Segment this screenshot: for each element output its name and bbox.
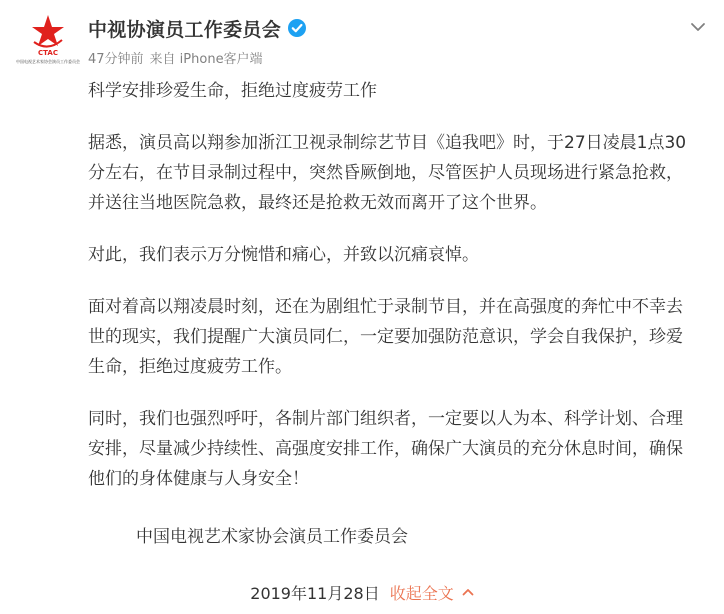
text-line: 对此，我们表示万分惋惜和痛心，并致以沉痛哀悼。 xyxy=(88,245,479,265)
paragraph-title xyxy=(88,76,702,106)
text-line: 世的现实，我们提醒广大演员同仁，一定要加强防范意识，学会自我保护，珍爱 xyxy=(88,327,683,347)
collapse-button[interactable] xyxy=(390,581,474,604)
name-row xyxy=(88,14,684,42)
post-header xyxy=(88,14,684,67)
post-footer xyxy=(0,576,724,608)
logo-text: CTAC xyxy=(38,49,58,57)
post-source: 来自 iPhone客户端 xyxy=(149,52,263,67)
post-time[interactable]: 47分钟前 xyxy=(88,52,144,67)
verified-icon xyxy=(287,18,307,38)
avatar[interactable] xyxy=(16,12,80,66)
text-line: 据悉，演员高以翔参加浙江卫视录制综艺节目《追我吧》时，于27日凌晨1点30 xyxy=(88,133,687,153)
text-line: 同时，我们也强烈呼吁，各制片部门组织者，一定要以人为本、科学计划、合理 xyxy=(88,409,683,429)
text-line: 生命，拒绝过度疲劳工作。 xyxy=(88,357,292,377)
collapse-label: 收起全文 xyxy=(389,583,454,603)
paragraph xyxy=(88,240,702,270)
text-line: 安排，尽量减少持续性、高强度安排工作，确保广大演员的充分休息时间，确保 xyxy=(88,439,683,459)
text-line: 科学安排珍爱生命，拒绝过度疲劳工作 xyxy=(88,81,377,101)
paragraph xyxy=(88,292,702,382)
chevron-down-icon[interactable] xyxy=(690,18,706,30)
post-meta xyxy=(88,48,684,67)
text-line: 并送往当地医院急救，最终还是抢救无效而离开了这个世界。 xyxy=(88,193,547,213)
text-line: 他们的身体健康与人身安全！ xyxy=(88,469,309,489)
chevron-up-icon xyxy=(462,588,474,596)
text-line: 面对着高以翔凌晨时刻，还在为剧组忙于录制节目，并在高强度的奔忙中不幸去 xyxy=(88,297,683,317)
author-name[interactable]: 中视协演员工作委员会 xyxy=(88,18,282,41)
avatar-caption: 中国电视艺术家协会演员工作委员会 xyxy=(16,59,80,64)
paragraph xyxy=(88,404,702,494)
post-date: 2019年11月28日 xyxy=(250,583,380,603)
post-content xyxy=(88,76,702,494)
text-line: 分左右，在节目录制过程中，突然昏厥倒地，尽管医护人员现场进行紧急抢救， xyxy=(88,163,683,183)
paragraph xyxy=(88,128,702,218)
signature: 中国电视艺术家协会演员工作委员会 xyxy=(136,527,408,547)
